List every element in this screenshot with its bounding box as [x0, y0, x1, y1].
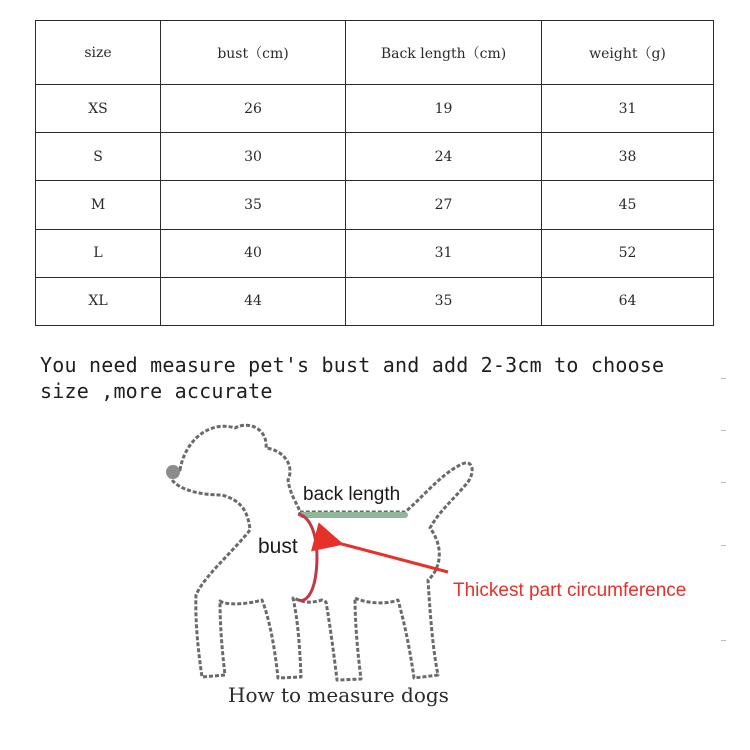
header-weight: weight（g): [542, 21, 714, 85]
cell-weight: 38: [542, 133, 714, 181]
cell-back-length: 24: [346, 133, 542, 181]
bust-label: bust: [258, 535, 298, 558]
table-row: [36, 277, 714, 325]
cell-weight: 45: [542, 181, 714, 229]
dog-measurement-diagram: [0, 400, 750, 730]
cell-weight: 64: [542, 277, 714, 325]
dog-outline: [170, 425, 472, 680]
diagram-caption: How to measure dogs: [228, 683, 449, 707]
edge-tick: [721, 545, 726, 546]
header-size: size: [36, 21, 161, 85]
cell-weight: 52: [542, 229, 714, 277]
cell-bust: 30: [161, 133, 346, 181]
cell-back-length: 31: [346, 229, 542, 277]
table-row: [36, 133, 714, 181]
thickest-part-label: Thickest part circumference: [453, 580, 687, 601]
cell-size: L: [36, 229, 161, 277]
dog-nose-icon: [166, 465, 180, 479]
cell-bust: 40: [161, 229, 346, 277]
header-back-length: Back length（cm): [346, 21, 542, 85]
header-bust: bust（cm): [161, 21, 346, 85]
cell-back-length: 27: [346, 181, 542, 229]
pointer-arrow: [338, 543, 448, 572]
cell-bust: 26: [161, 85, 346, 133]
cell-size: XL: [36, 277, 161, 325]
cell-back-length: 35: [346, 277, 542, 325]
table-row: [36, 229, 714, 277]
cell-bust: 44: [161, 277, 346, 325]
edge-tick: [721, 430, 726, 431]
bust-band: [298, 514, 317, 600]
edge-tick: [721, 640, 726, 641]
cell-size: M: [36, 181, 161, 229]
cell-weight: 31: [542, 85, 714, 133]
cell-size: S: [36, 133, 161, 181]
table-row: [36, 85, 714, 133]
table-header-row: [36, 21, 714, 85]
cell-bust: 35: [161, 181, 346, 229]
measurement-instruction: You need measure pet's bust and add 2-3cm to choose size ,more accurate: [40, 353, 665, 403]
table-row: [36, 181, 714, 229]
size-chart-table: [35, 20, 714, 326]
edge-tick: [721, 482, 726, 483]
cell-size: XS: [36, 85, 161, 133]
cell-back-length: 19: [346, 85, 542, 133]
back-length-label: back length: [303, 484, 401, 505]
edge-tick: [721, 378, 726, 379]
